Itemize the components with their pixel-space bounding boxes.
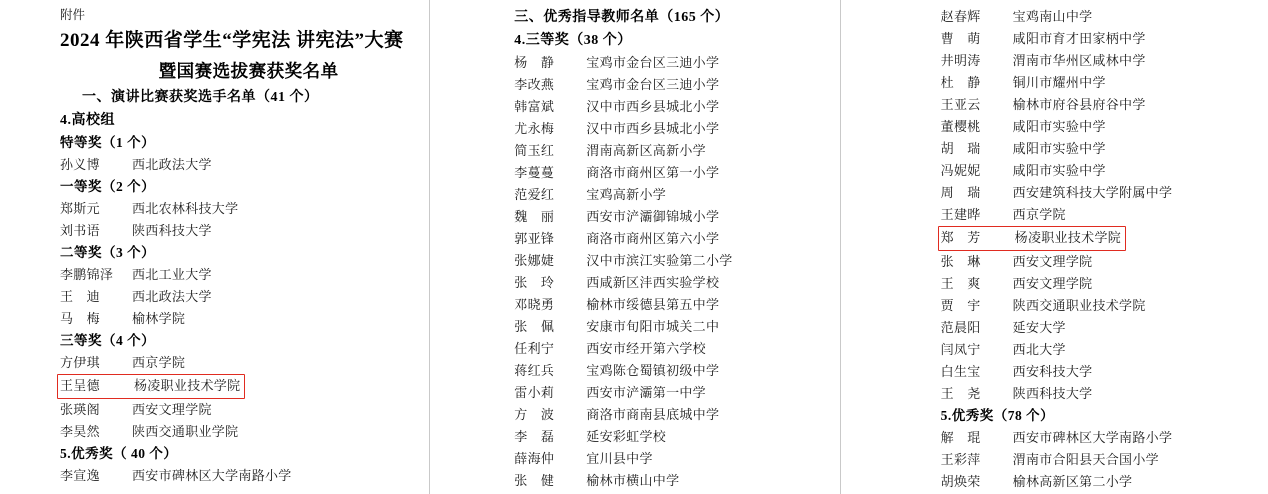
entry-name: 曹 萌	[940, 31, 981, 46]
entry-name: 周 瑞	[940, 185, 981, 200]
entry-org: 咸阳市实验中学	[1012, 163, 1106, 178]
list-item	[514, 74, 825, 96]
list-item	[941, 116, 1254, 138]
entry-name: 范晨阳	[940, 320, 981, 335]
list-item	[60, 308, 411, 330]
entry-org: 延安彩虹学校	[586, 429, 667, 444]
list-item	[941, 273, 1254, 295]
section-heading-1: 一、演讲比赛获奖选手名单（41 个）	[82, 90, 319, 105]
group-heading-third-prize: 4.三等奖（38 个）	[514, 33, 632, 48]
entry-name: 王 尧	[940, 386, 981, 401]
entry-org: 商洛市商州区第六小学	[586, 231, 720, 246]
list-item	[941, 251, 1254, 273]
award-heading-first: 一等奖（2 个）	[60, 179, 156, 194]
list-item	[514, 206, 825, 228]
list-item	[60, 220, 411, 242]
document-title-line-2: 暨国赛选拔赛获奖名单	[158, 61, 339, 81]
list-item	[514, 118, 825, 140]
entry-name: 冯妮妮	[940, 163, 981, 178]
list-item	[60, 421, 411, 443]
document-column-right	[841, 0, 1268, 494]
award-heading-excellent-78: 5.优秀奖（78 个）	[940, 408, 1055, 423]
entry-name: 李 磊	[514, 429, 555, 444]
highlight-box	[57, 374, 245, 399]
list-item	[514, 272, 825, 294]
entry-org: 榆林高新区第二小学	[1012, 474, 1133, 489]
list-item	[514, 52, 825, 74]
list-item	[941, 471, 1254, 493]
entry-org: 咸阳市实验中学	[1012, 119, 1106, 134]
document-title-line-1: 2024 年陕西省学生“学宪法 讲宪法”大赛	[60, 30, 404, 51]
entry-name: 杨 静	[514, 55, 555, 70]
entry-name: 胡焕荣	[940, 474, 981, 489]
entry-org: 安康市旬阳市城关二中	[586, 319, 720, 334]
award-list-second	[60, 264, 411, 330]
entry-name: 王亚云	[940, 97, 981, 112]
award-heading-second: 二等奖（3 个）	[60, 245, 156, 260]
entry-org: 咸阳市实验中学	[1012, 141, 1106, 156]
entry-name: 闫凤宁	[940, 342, 981, 357]
list-item	[60, 286, 411, 308]
entry-name: 薛海仲	[514, 451, 555, 466]
list-item	[60, 465, 411, 487]
entry-org: 西北农林科技大学	[132, 201, 239, 216]
list-item	[514, 448, 825, 470]
group-heading-college: 4.高校组	[60, 113, 115, 128]
entry-org: 汉中市滨江实验第二小学	[586, 253, 733, 268]
entry-org: 渭南市华州区咸林中学	[1012, 53, 1146, 68]
entry-name: 郭亚锋	[514, 231, 555, 246]
entry-org: 西京学院	[1012, 207, 1066, 222]
list-item	[60, 352, 411, 374]
entry-name: 李改燕	[514, 77, 555, 92]
entry-name: 王 迪	[60, 289, 100, 304]
entry-org: 西安市经开第六学校	[586, 341, 706, 356]
entry-org: 渭南市合阳县天合国小学	[1012, 452, 1159, 467]
award-heading-special: 特等奖（1 个）	[60, 135, 156, 150]
highlight-box	[938, 226, 1126, 251]
entry-name: 井明涛	[940, 53, 981, 68]
entry-name: 白生宝	[940, 364, 981, 379]
teacher-list-right	[941, 6, 1254, 405]
entry-org: 宜川县中学	[586, 451, 653, 466]
award-heading-excellent-40: 5.优秀奖（ 40 个）	[60, 446, 178, 461]
entry-name: 方伊琪	[60, 355, 100, 370]
list-item	[514, 140, 825, 162]
list-item	[941, 204, 1254, 226]
entry-org: 咸阳市育才田家柄中学	[1012, 31, 1146, 46]
entry-org: 宝鸡陈仓蜀镇初级中学	[586, 363, 720, 378]
entry-org: 宝鸡市金台区三迪小学	[586, 55, 720, 70]
list-item	[514, 316, 825, 338]
award-list-special	[60, 154, 411, 176]
list-item	[941, 50, 1254, 72]
entry-org: 西安建筑科技大学附属中学	[1012, 185, 1173, 200]
excellent-list-right	[941, 427, 1254, 493]
entry-name: 李昊然	[60, 424, 100, 439]
entry-org: 西安市碑林区大学南路小学	[1012, 430, 1173, 445]
list-item	[514, 382, 825, 404]
list-item	[941, 317, 1254, 339]
entry-org: 陕西交通职业技术学院	[1012, 298, 1146, 313]
entry-name: 贾 宇	[940, 298, 981, 313]
entry-name: 张瑛阁	[60, 402, 100, 417]
entry-org: 宝鸡市金台区三迪小学	[586, 77, 720, 92]
entry-org: 西北政法大学	[132, 157, 212, 172]
entry-org: 榆林市府谷县府谷中学	[1012, 97, 1146, 112]
entry-org: 杨凌职业技术学院	[1014, 230, 1122, 245]
entry-name: 李宣逸	[60, 468, 100, 483]
list-item	[941, 72, 1254, 94]
entry-name: 尤永梅	[514, 121, 555, 136]
entry-org: 汉中市西乡县城北小学	[586, 99, 720, 114]
award-list-excellent	[60, 465, 411, 487]
entry-org: 宝鸡高新小学	[586, 187, 667, 202]
list-item	[514, 426, 825, 448]
entry-name: 魏 丽	[514, 209, 555, 224]
list-item	[514, 294, 825, 316]
entry-org: 商洛市商南县底城中学	[586, 407, 720, 422]
entry-org: 宝鸡南山中学	[1012, 9, 1093, 24]
entry-name: 刘书语	[60, 223, 100, 238]
entry-name: 方 波	[514, 407, 555, 422]
list-item	[60, 399, 411, 421]
entry-name: 胡 瑞	[940, 141, 981, 156]
entry-name: 张娜婕	[514, 253, 555, 268]
entry-name: 韩富斌	[514, 99, 555, 114]
list-item	[941, 427, 1254, 449]
section-heading-3: 三、优秀指导教师名单（165 个）	[514, 10, 730, 25]
entry-org: 西北工业大学	[132, 267, 212, 282]
entry-name: 简玉红	[514, 143, 555, 158]
entry-org: 汉中市西乡县城北小学	[586, 121, 720, 136]
entry-name: 王彩萍	[940, 452, 981, 467]
entry-org: 榆林市横山中学	[586, 473, 680, 488]
entry-name: 郑 芳	[940, 230, 981, 245]
list-item	[941, 339, 1254, 361]
entry-name: 郑斯元	[60, 201, 100, 216]
entry-org: 延安大学	[1012, 320, 1066, 335]
list-item-highlighted	[60, 374, 411, 399]
entry-org: 西安市浐灞御锦城小学	[586, 209, 720, 224]
entry-name: 邓晓勇	[514, 297, 555, 312]
entry-name: 赵春辉	[940, 9, 981, 24]
entry-org: 陕西交通职业学院	[132, 424, 239, 439]
entry-name: 张 琳	[940, 254, 981, 269]
list-item	[514, 184, 825, 206]
entry-name: 孙义博	[60, 157, 100, 172]
entry-org: 商洛市商州区第一小学	[586, 165, 720, 180]
list-item	[941, 138, 1254, 160]
list-item	[514, 360, 825, 382]
entry-org: 杨凌职业技术学院	[134, 378, 241, 393]
list-item	[514, 470, 825, 492]
entry-name: 张 玲	[514, 275, 555, 290]
entry-name: 张 佩	[514, 319, 555, 334]
entry-name: 董樱桃	[940, 119, 981, 134]
list-item	[941, 6, 1254, 28]
entry-org: 陕西科技大学	[1012, 386, 1093, 401]
entry-name: 杜 静	[940, 75, 981, 90]
list-item	[514, 338, 825, 360]
entry-name: 马 梅	[60, 311, 100, 326]
entry-name: 张 健	[514, 473, 555, 488]
list-item	[514, 404, 825, 426]
entry-name: 范爱红	[514, 187, 555, 202]
list-item	[941, 160, 1254, 182]
entry-name: 雷小莉	[514, 385, 555, 400]
entry-org: 西安文理学院	[132, 402, 212, 417]
entry-name: 任利宁	[514, 341, 555, 356]
entry-name: 王建晔	[940, 207, 981, 222]
entry-org: 西安市碑林区大学南路小学	[132, 468, 292, 483]
entry-name: 李鹏锦泽	[60, 267, 114, 282]
list-item	[941, 361, 1254, 383]
entry-org: 西安市浐灞第一中学	[586, 385, 706, 400]
document-column-left	[0, 0, 429, 494]
list-item-highlighted	[941, 226, 1254, 251]
list-item	[514, 250, 825, 272]
award-list-third	[60, 352, 411, 443]
list-item	[514, 96, 825, 118]
list-item	[941, 449, 1254, 471]
award-list-first	[60, 198, 411, 242]
entry-name: 王呈德	[60, 378, 100, 393]
entry-org: 西京学院	[132, 355, 186, 370]
entry-org: 铜川市耀州中学	[1012, 75, 1106, 90]
entry-org: 西咸新区沣西实验学校	[586, 275, 720, 290]
list-item	[60, 198, 411, 220]
list-item	[60, 264, 411, 286]
list-item	[941, 295, 1254, 317]
entry-org: 榆林学院	[132, 311, 186, 326]
entry-name: 解 琨	[940, 430, 981, 445]
title-block	[60, 26, 411, 86]
list-item	[941, 182, 1254, 204]
list-item	[941, 28, 1254, 50]
entry-org: 渭南高新区高新小学	[586, 143, 706, 158]
entry-name: 王 爽	[940, 276, 981, 291]
list-item	[514, 228, 825, 250]
entry-name: 李蔓蔓	[514, 165, 555, 180]
teacher-list-middle	[514, 52, 825, 492]
entry-org: 西北政法大学	[132, 289, 212, 304]
entry-org: 西安文理学院	[1012, 276, 1093, 291]
award-heading-third: 三等奖（4 个）	[60, 333, 156, 348]
list-item	[60, 154, 411, 176]
list-item	[941, 383, 1254, 405]
document-column-middle	[430, 0, 839, 494]
entry-org: 西安文理学院	[1012, 254, 1093, 269]
list-item	[514, 162, 825, 184]
entry-org: 陕西科技大学	[132, 223, 212, 238]
list-item	[941, 94, 1254, 116]
entry-org: 榆林市绥德县第五中学	[586, 297, 720, 312]
entry-name: 蒋红兵	[514, 363, 555, 378]
entry-org: 西安科技大学	[1012, 364, 1093, 379]
attachment-label: 附件	[60, 8, 86, 22]
entry-org: 西北大学	[1012, 342, 1066, 357]
